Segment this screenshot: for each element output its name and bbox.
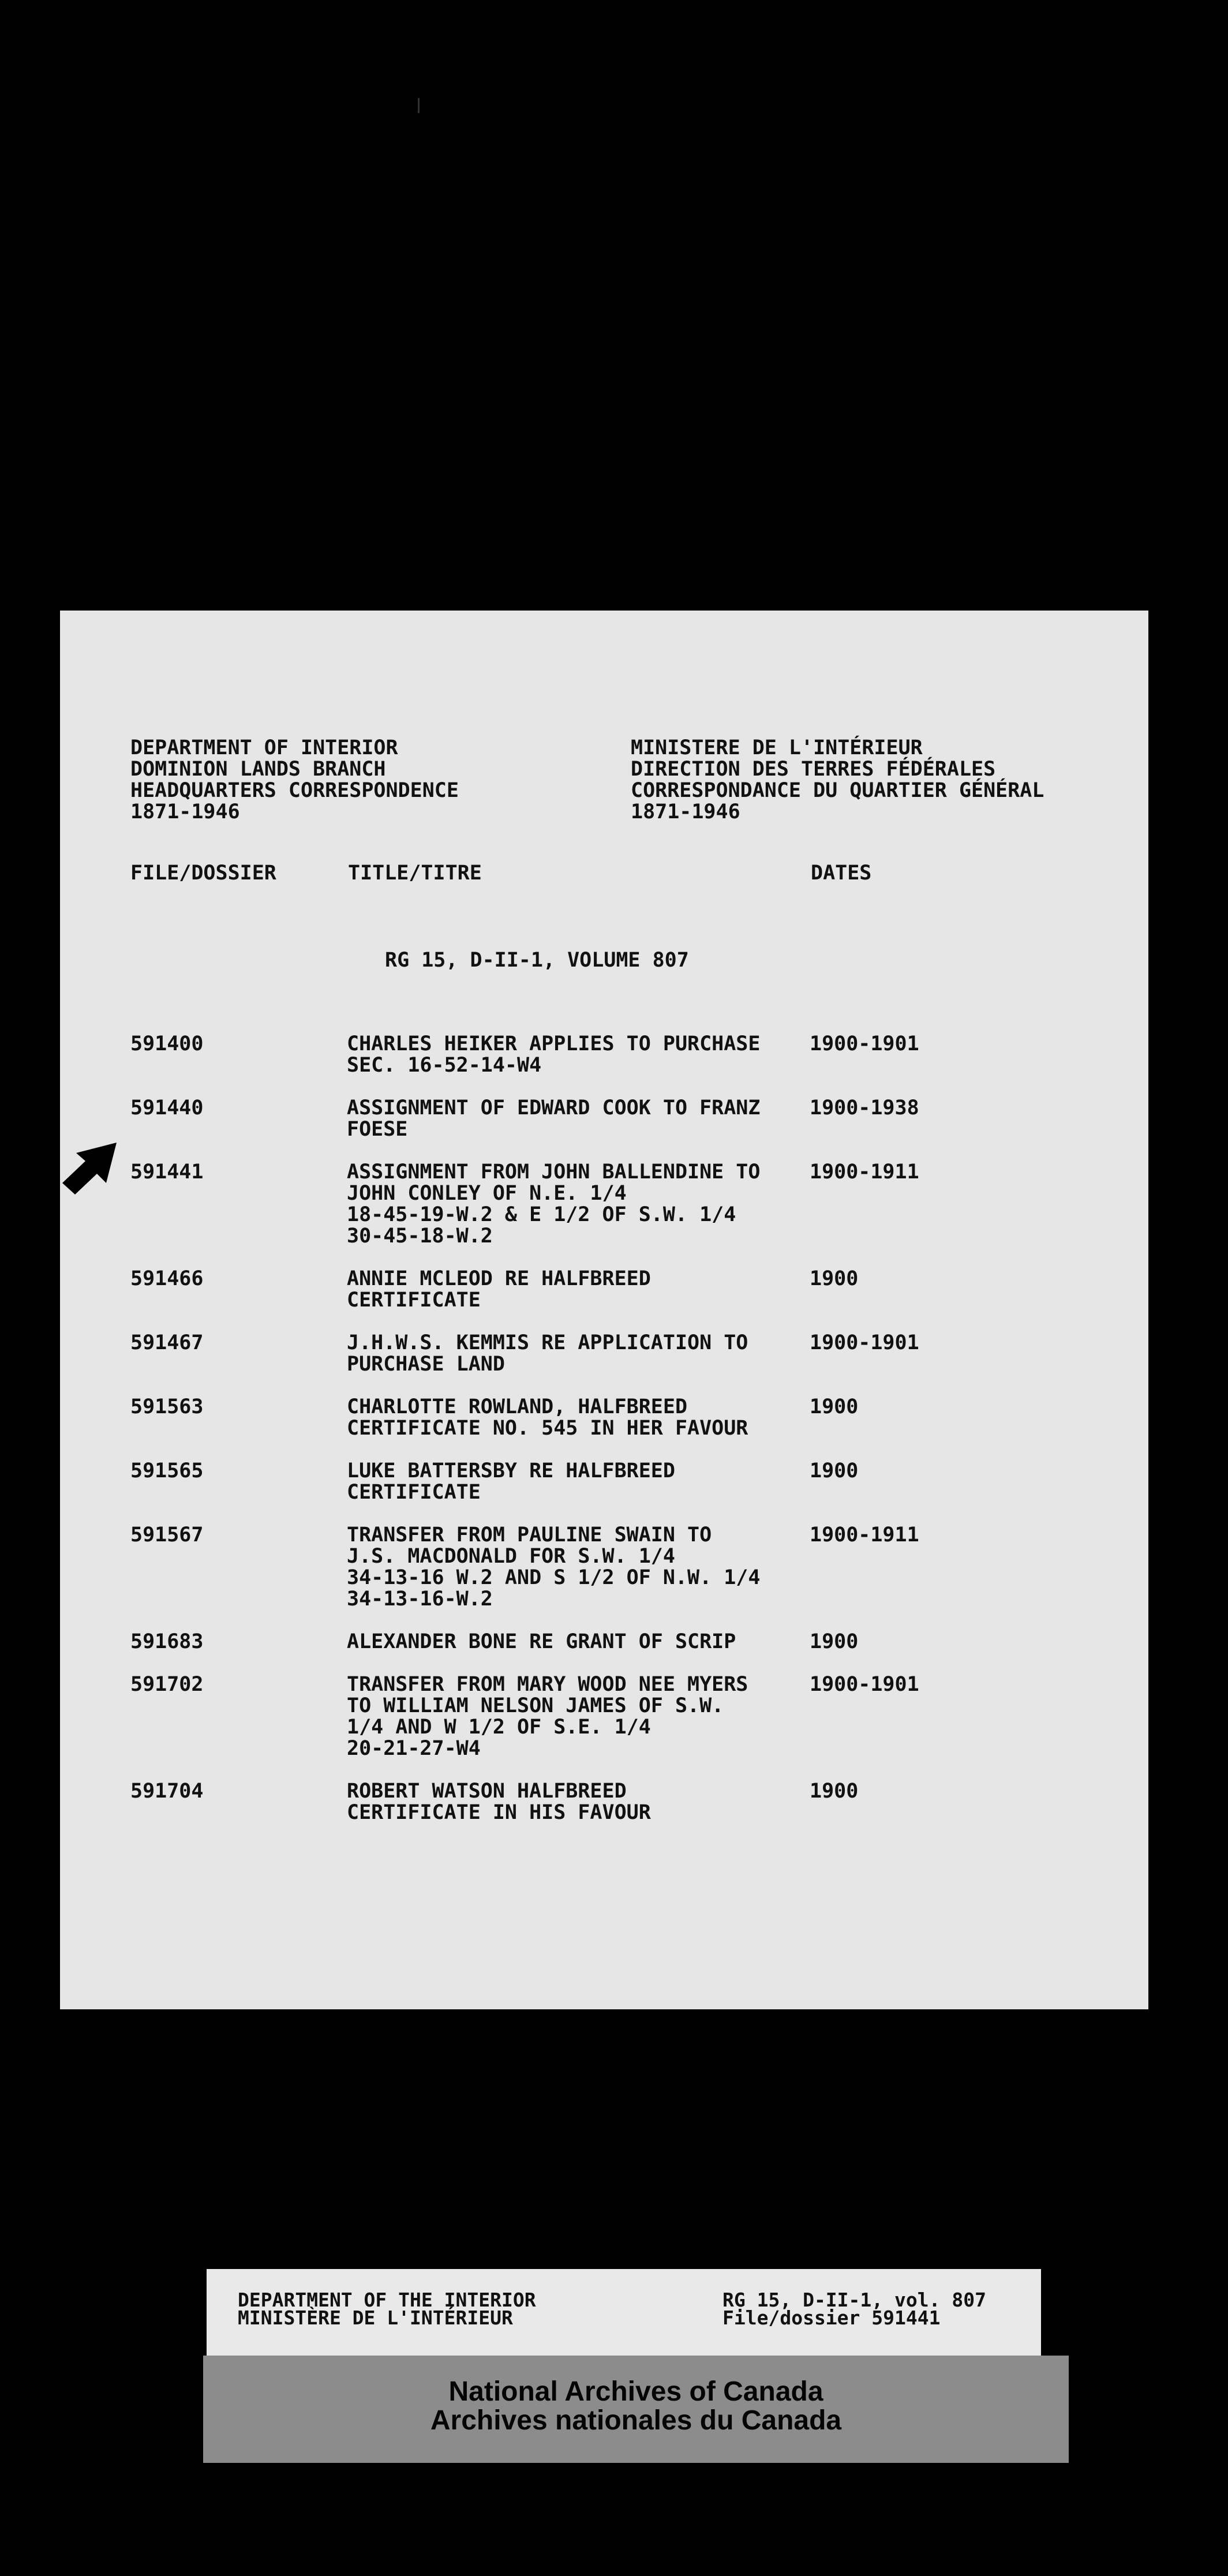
title-line: 34-13-16-W.2 [347,1587,493,1611]
file-title [347,1781,808,1824]
column-header-dates: DATES [811,862,872,885]
file-title [347,1034,808,1076]
header-line: 1871-1946 [631,800,740,823]
file-entry [60,1631,1148,1653]
file-entry [60,1332,1148,1375]
file-entry [60,1674,1148,1759]
file-entry [60,1034,1148,1076]
archives-banner [203,2356,1069,2463]
title-line: TRANSFER FROM PAULINE SWAIN TO [347,1523,712,1547]
file-dates: 1900 [810,1780,859,1803]
title-line: 34-13-16 W.2 AND S 1/2 OF N.W. 1/4 [347,1566,761,1589]
file-dates: 1900-1901 [810,1032,919,1055]
file-number: 591441 [130,1160,204,1184]
file-entry [60,1781,1148,1824]
file-entry [60,1525,1148,1610]
file-number: 591440 [130,1096,204,1119]
title-line: 1/4 AND W 1/2 OF S.E. 1/4 [347,1716,651,1739]
file-number: 591704 [130,1780,204,1803]
title-line: FOESE [347,1118,408,1141]
title-line: ASSIGNMENT OF EDWARD COOK TO FRANZ [347,1096,761,1119]
file-title [347,1268,808,1311]
file-number: 591702 [130,1673,204,1696]
label-line: RG 15, D-II-1, vol. 807 [722,2289,986,2311]
archives-name-english: National Archives of Canada [448,2376,823,2407]
header-english [130,737,627,823]
header-line: 1871-1946 [130,800,240,823]
header-line: DOMINION LANDS BRANCH [130,758,386,781]
file-list [60,1034,1148,1845]
label-line: File/dossier 591441 [722,2307,941,2329]
document-page [60,611,1148,2009]
file-dates: 1900-1938 [810,1096,919,1119]
title-line: PURCHASE LAND [347,1353,505,1376]
title-line: ALEXANDER BONE RE GRANT OF SCRIP [347,1630,736,1653]
header-line: MINISTERE DE L'INTÉRIEUR [631,736,923,759]
title-line: CERTIFICATE NO. 545 IN HER FAVOUR [347,1417,748,1440]
title-line: CHARLES HEIKER APPLIES TO PURCHASE [347,1032,761,1055]
title-line: ROBERT WATSON HALFBREED [347,1780,627,1803]
file-title [347,1162,808,1247]
header-french [631,737,1139,823]
file-number: 591466 [130,1267,204,1290]
file-title [347,1674,808,1759]
file-dates: 1900-1901 [810,1331,919,1354]
file-title [347,1332,808,1375]
file-title [347,1631,808,1653]
file-dates: 1900-1911 [810,1523,919,1547]
title-line: 30-45-18-W.2 [347,1225,493,1248]
column-header-title: TITLE/TITRE [348,862,482,885]
file-number: 591467 [130,1331,204,1354]
title-line: JOHN CONLEY OF N.E. 1/4 [347,1182,627,1205]
file-number: 591565 [130,1459,204,1482]
title-line: ANNIE MCLEOD RE HALFBREED [347,1267,651,1290]
file-title [347,1461,808,1503]
file-title [347,1098,808,1140]
file-number: 591683 [130,1630,204,1653]
header-line: DIRECTION DES TERRES FÉDÉRALES [631,758,996,781]
title-line: J.H.W.S. KEMMIS RE APPLICATION TO [347,1331,748,1354]
title-line: CERTIFICATE IN HIS FAVOUR [347,1801,651,1824]
title-line: 20-21-27-W4 [347,1737,481,1760]
label-reference [722,2291,986,2327]
archives-name-french: Archives nationales du Canada [430,2405,842,2436]
archive-label [207,2269,1041,2356]
file-entry [60,1461,1148,1503]
file-number: 591400 [130,1032,204,1055]
title-line: ASSIGNMENT FROM JOHN BALLENDINE TO [347,1160,761,1184]
header-line: HEADQUARTERS CORRESPONDENCE [130,779,459,802]
label-line: DEPARTMENT OF THE INTERIOR [238,2289,536,2311]
file-entry [60,1396,1148,1439]
title-line: TRANSFER FROM MARY WOOD NEE MYERS [347,1673,748,1696]
file-number: 591567 [130,1523,204,1547]
file-dates: 1900 [810,1267,859,1290]
file-dates: 1900-1901 [810,1673,919,1696]
title-line: CERTIFICATE [347,1481,481,1504]
title-line: J.S. MACDONALD FOR S.W. 1/4 [347,1545,675,1568]
file-dates: 1900 [810,1395,859,1418]
file-number: 591563 [130,1395,204,1418]
title-line: CERTIFICATE [347,1289,481,1312]
scan-mark [418,98,420,113]
title-line: LUKE BATTERSBY RE HALFBREED [347,1459,675,1482]
label-line: MINISTÈRE DE L'INTÉRIEUR [238,2307,513,2329]
title-line: TO WILLIAM NELSON JAMES OF S.W. [347,1694,724,1717]
column-header-file: FILE/DOSSIER [130,862,276,885]
title-line: 18-45-19-W.2 & E 1/2 OF S.W. 1/4 [347,1203,736,1226]
file-dates: 1900 [810,1459,859,1482]
file-dates: 1900 [810,1630,859,1653]
file-entry [60,1162,1148,1247]
title-line: CHARLOTTE ROWLAND, HALFBREED [347,1395,688,1418]
file-title [347,1525,808,1610]
header-line: DEPARTMENT OF INTERIOR [130,736,398,759]
header-line: CORRESPONDANCE DU QUARTIER GÉNÉRAL [631,779,1044,802]
file-title [347,1396,808,1439]
file-entry [60,1268,1148,1311]
label-department [238,2291,536,2327]
title-line: SEC. 16-52-14-W4 [347,1054,542,1077]
file-entry [60,1098,1148,1140]
volume-heading: RG 15, D-II-1, VOLUME 807 [385,949,689,972]
file-dates: 1900-1911 [810,1160,919,1184]
